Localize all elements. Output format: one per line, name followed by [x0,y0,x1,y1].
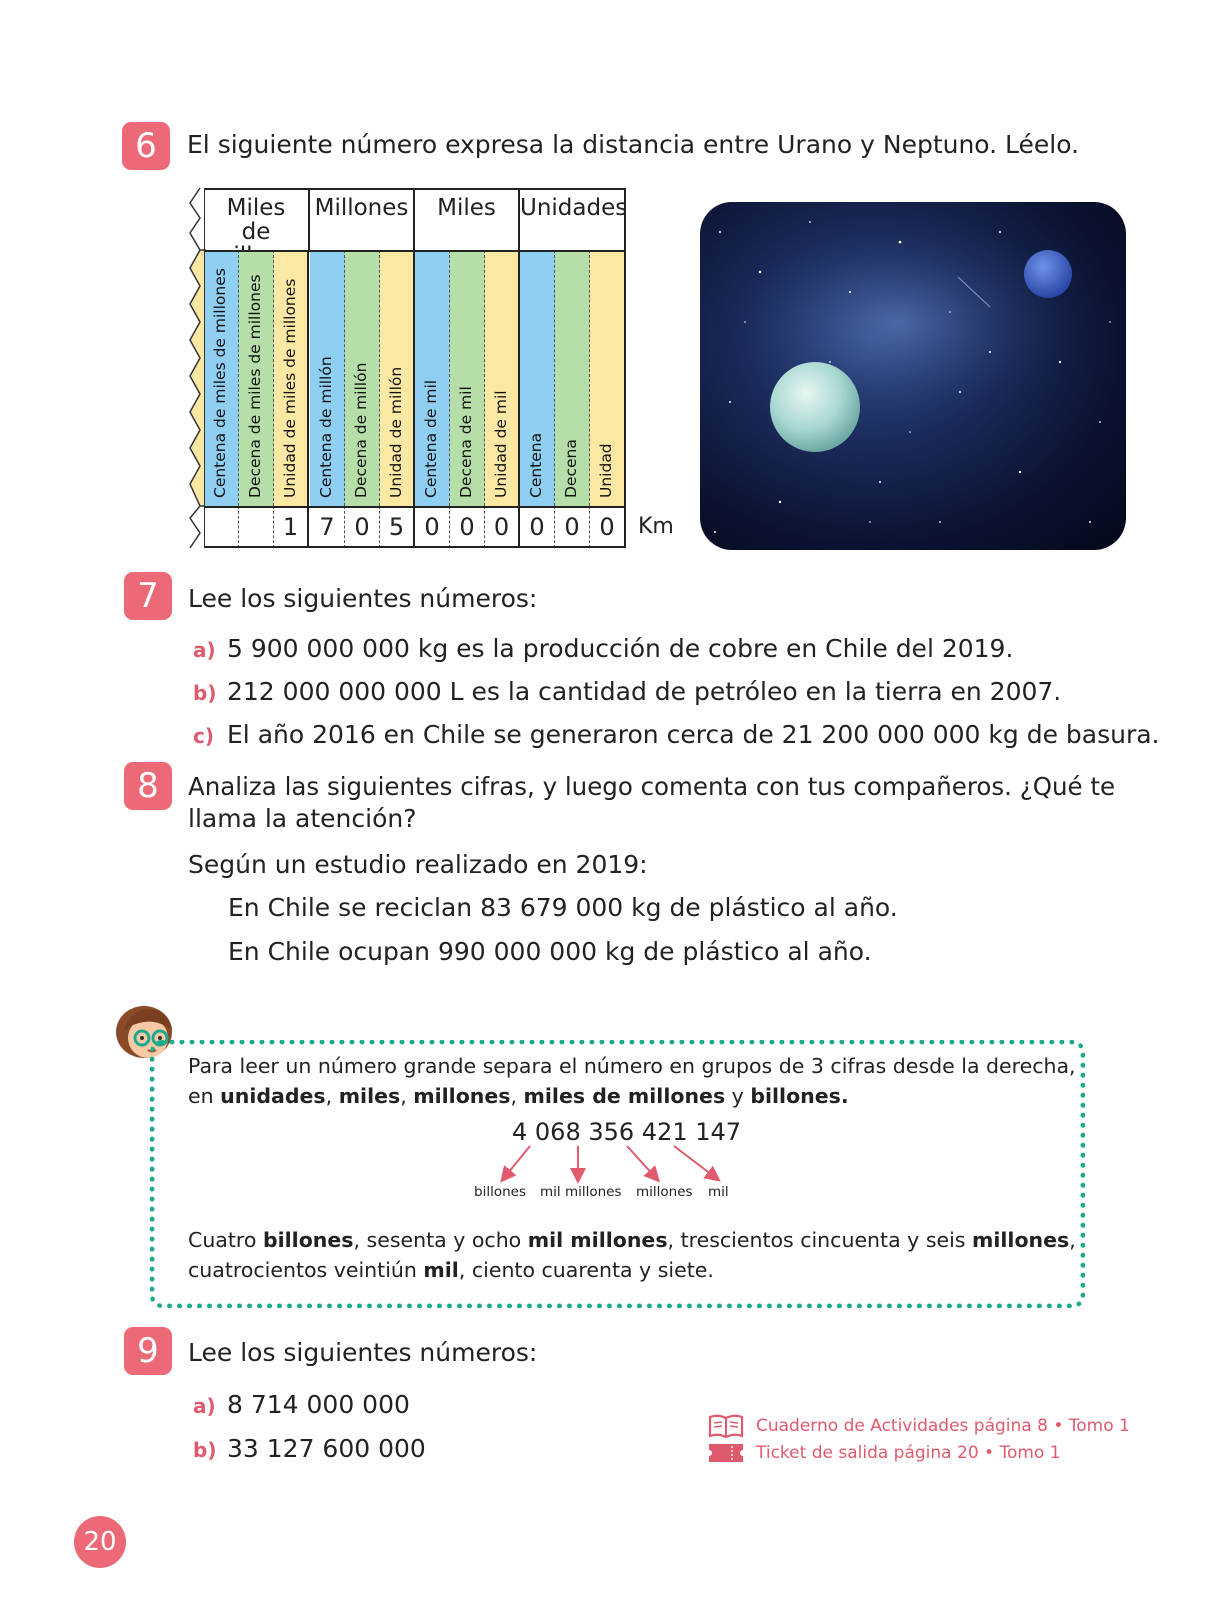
exercise-9-item-b: b) 33 127 600 000 [193,1434,426,1463]
uranus [770,362,860,452]
tip-reading-line-2: cuatrocientos veintiún mil, ciento cuarenta y siete. [188,1258,714,1282]
col-centena-millon: Centena de millón [310,250,345,506]
page-number: 20 [74,1516,126,1568]
digit-cell: 0 [415,506,450,548]
exercise-9-item-a: a) 8 714 000 000 [193,1390,410,1419]
col-centena: Centena [520,250,555,506]
col-unidad: Unidad [590,250,626,506]
col-decena-millon: Decena de millón [345,250,380,506]
group-header-miles: Miles [415,188,520,250]
table-divider [204,506,626,508]
exercise-6-prompt: El siguiente número expresa la distancia entre Urano y Neptuno. Léelo. [187,130,1080,159]
digit-cell: 1 [274,506,309,548]
col-decena: Decena [555,250,590,506]
group-header-miles-de-millones: Miles de [204,188,310,250]
group-header-millones: Millones [310,188,415,250]
exercise-9-badge: 9 [124,1327,172,1375]
workbook-reference: Cuaderno de Actividades página 8 • Tomo 1 [756,1416,1130,1436]
exercise-7-prompt: Lee los siguientes números: [188,584,538,613]
tip-reading-line-1: Cuatro billones, sesenta y ocho mil millones, trescientos cincuenta y seis millones, [188,1228,1076,1252]
digit-cell: 0 [485,506,520,548]
label-mil: mil [708,1184,729,1200]
ticket-icon [708,1442,744,1464]
exercise-7-item-b: b) 212 000 000 000 L es la cantidad de petróleo en la tierra en 2007. [193,677,1062,706]
col-unidad-mil: Unidad de mil [485,250,520,506]
col-centena-miles-millones: Centena de miles de millones [204,250,239,506]
col-unidad-millon: Unidad de millón [380,250,415,506]
unit-label: Km [638,514,674,539]
ticket-reference: Ticket de salida página 20 • Tomo 1 [756,1443,1061,1463]
exercise-8-badge: 8 [124,762,172,810]
col-decena-miles-millones: Decena de miles de millones [239,250,274,506]
uranus-neptune-image [700,202,1126,550]
exercise-8-prompt-line1: Analiza las siguientes cifras, y luego comenta con tus compañeros. ¿Qué te [188,772,1116,801]
zigzag-edge [186,188,206,548]
exercise-8-fact-1: En Chile se reciclan 83 679 000 kg de plástico al año. [228,893,898,922]
table-divider [204,250,626,252]
exercise-7-item-a: a) 5 900 000 000 kg es la producción de cobre en Chile del 2019. [193,634,1014,663]
exercise-6-badge: 6 [122,122,170,170]
tip-line-2: en unidades, miles, millones, miles de millones y billones. [188,1084,849,1108]
exercise-7-badge: 7 [124,572,172,620]
workbook-icon [708,1414,744,1438]
digit-cell: 0 [555,506,590,548]
exercise-7-item-c: c) El año 2016 en Chile se generaron cerca de 21 200 000 000 kg de basura. [193,720,1160,749]
place-value-table [192,188,630,548]
tip-line-1: Para leer un número grande separa el número en grupos de 3 cifras desde la derecha, [188,1054,1076,1078]
label-millones: millones [636,1184,693,1200]
digit-cell [204,506,239,548]
exercise-8-fact-2: En Chile ocupan 990 000 000 kg de plástico al año. [228,937,872,966]
exercise-8-prompt-line2: llama la atención? [188,804,417,833]
label-billones: billones [474,1184,526,1200]
col-unidad-miles-millones: Unidad de miles de millones [274,250,309,506]
digit-cell: 0 [520,506,555,548]
col-centena-mil: Centena de mil [415,250,450,506]
example-number: 4 068 356 421 147 [512,1118,742,1146]
group-header-unidades: Unidades [520,188,626,250]
digit-cell [239,506,274,548]
label-mil-millones: mil millones [540,1184,622,1200]
digit-cell: 7 [310,506,345,548]
digit-cell: 0 [450,506,485,548]
neptune [1024,250,1072,298]
digit-cell: 5 [380,506,415,548]
col-decena-mil: Decena de mil [450,250,485,506]
exercise-8-study: Según un estudio realizado en 2019: [188,850,648,879]
digit-cell: 0 [345,506,380,548]
exercise-9-prompt: Lee los siguientes números: [188,1338,538,1367]
digit-cell: 0 [590,506,626,548]
